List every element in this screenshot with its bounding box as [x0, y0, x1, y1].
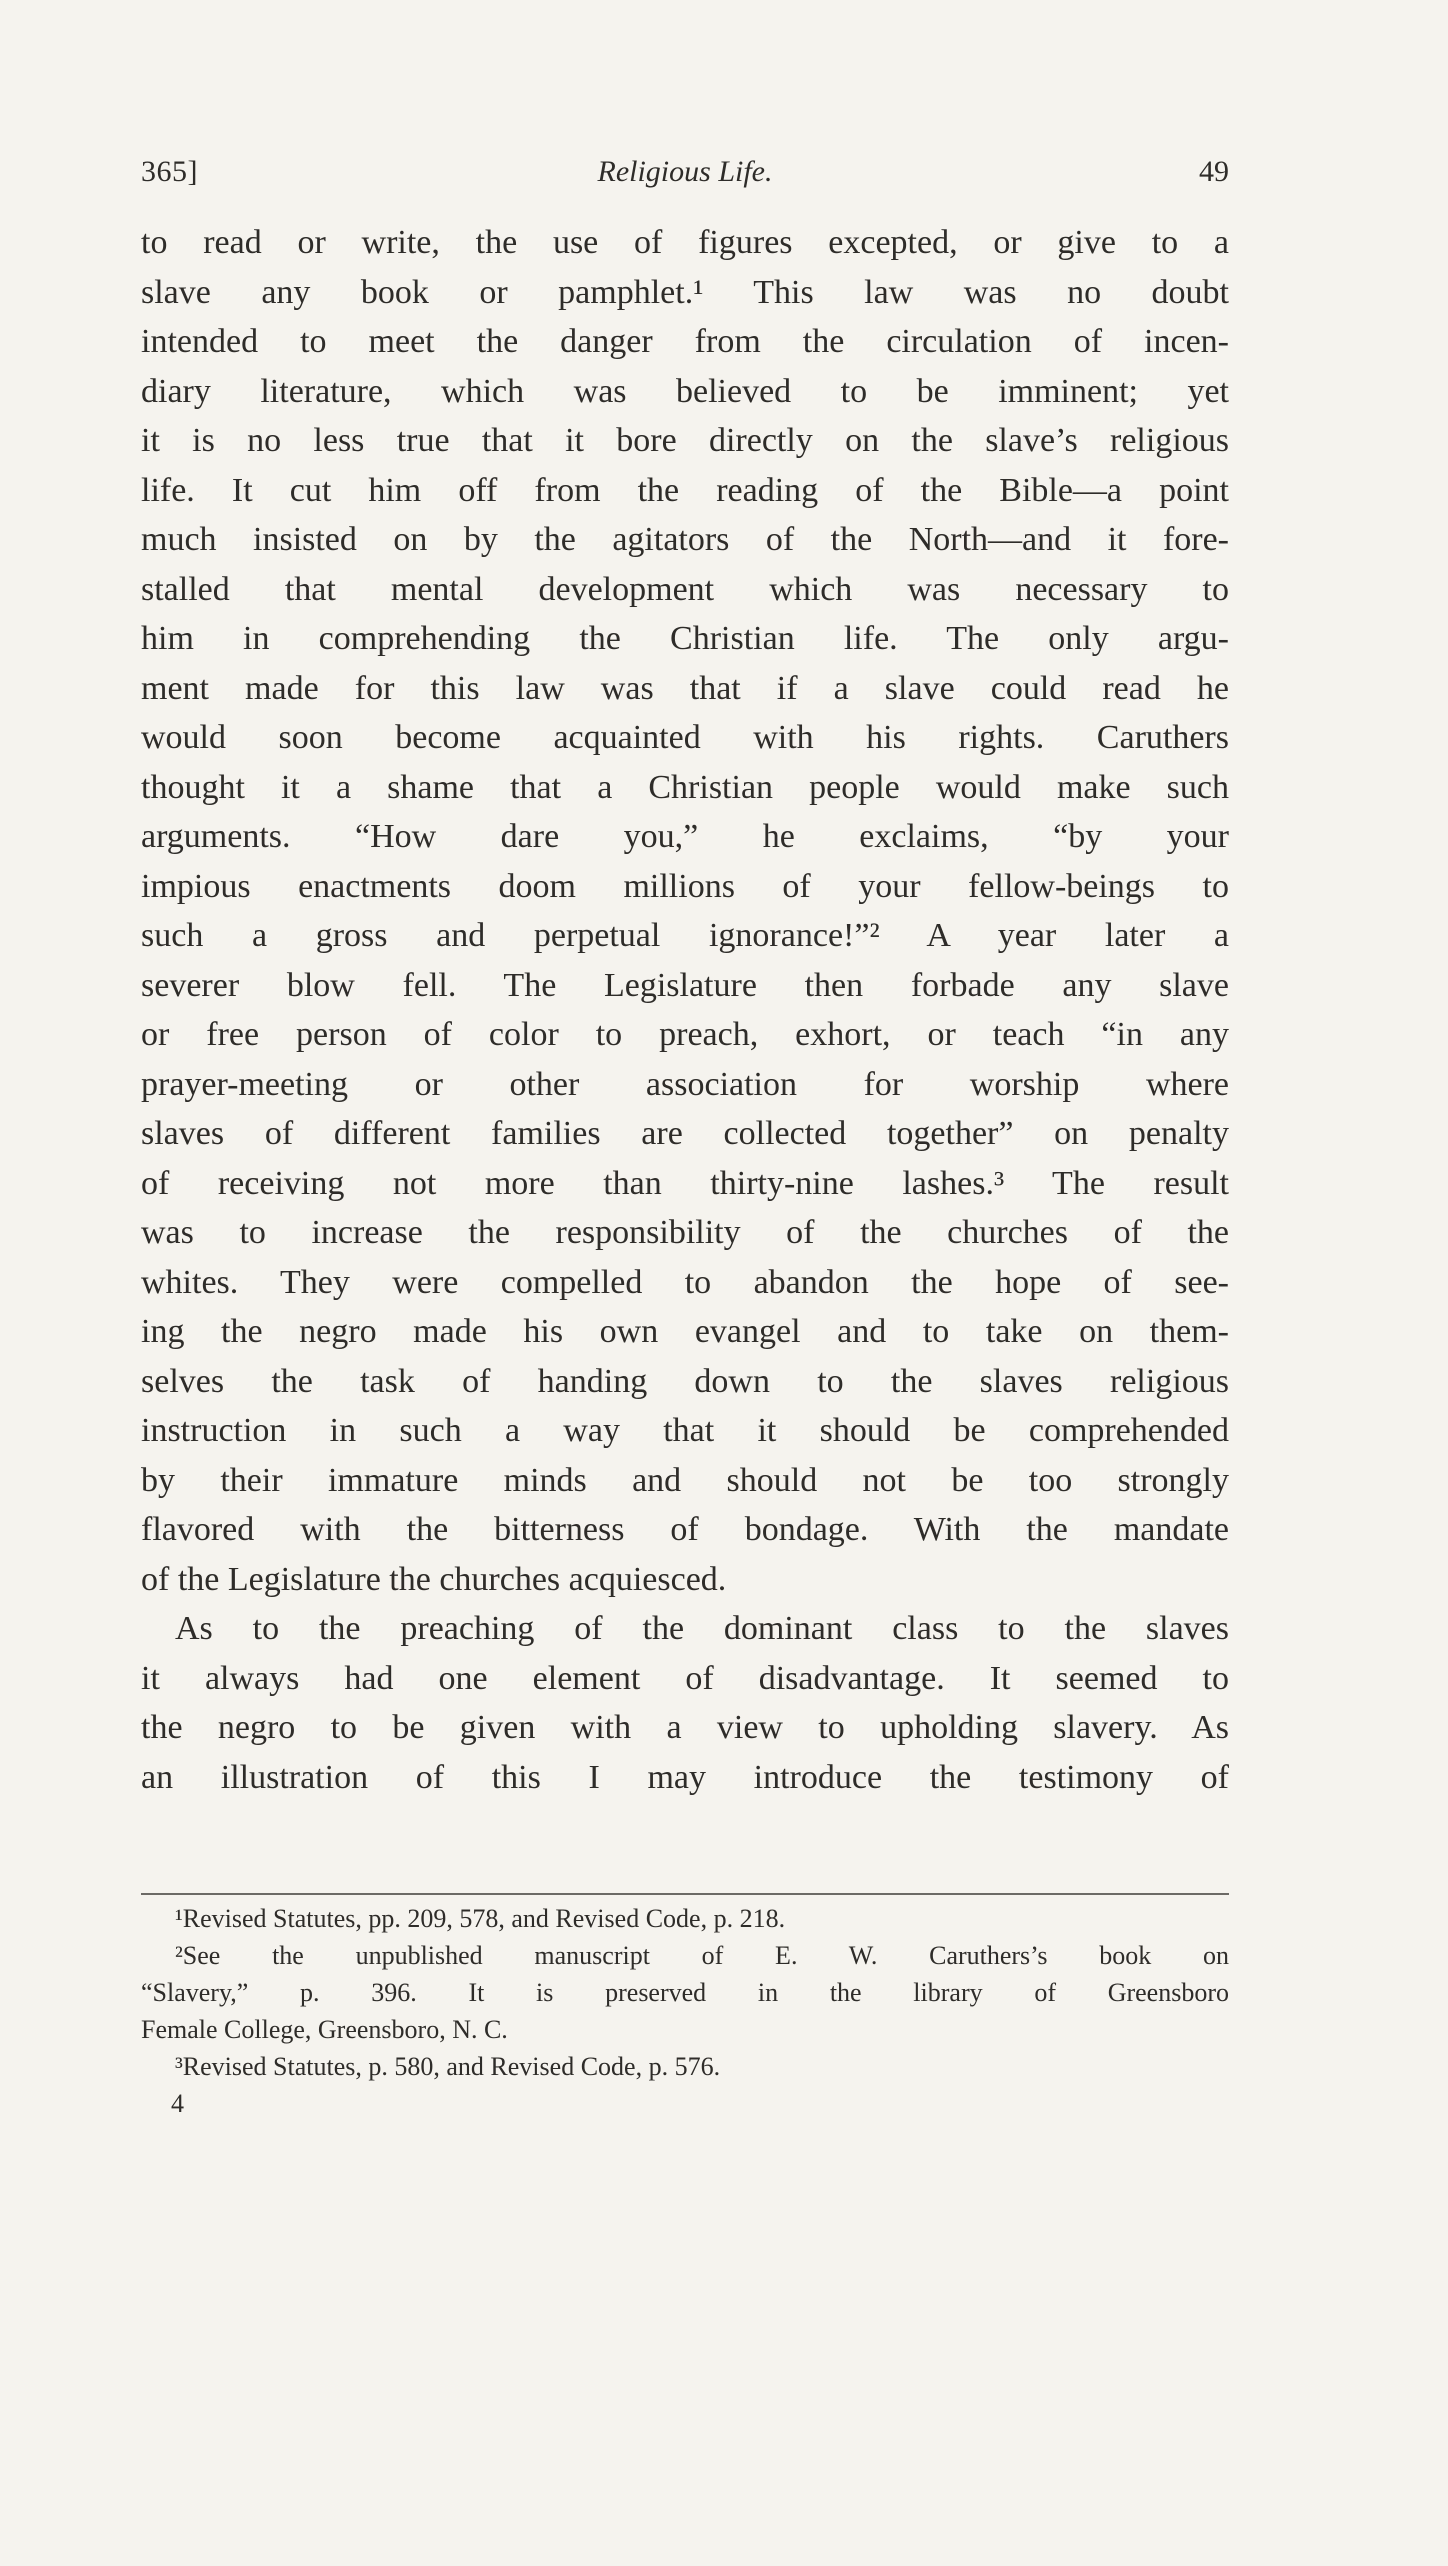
footnote-line: ¹Revised Statutes, pp. 209, 578, and Revised Code, p. 218. [175, 1904, 786, 1933]
footnotes [141, 1900, 1229, 2085]
body-line: or free person of color to preach, exhort, or teach “in any [141, 1016, 1229, 1053]
body-line: by their immature minds and should not be too strongly [141, 1461, 1229, 1499]
body-line: severer blow fell. The Legislature then forbade any slave [141, 966, 1229, 1004]
body-line: an illustration of this I may introduce the testimony of [141, 1758, 1229, 1796]
body-line: much insisted on by the agitators of the North—and it fore- [141, 521, 1229, 558]
body-line: instruction in such a way that it should be comprehended [141, 1412, 1229, 1449]
page-number: 49 [1199, 155, 1229, 188]
running-head [141, 150, 1229, 194]
body-line: ment made for this law was that if a slave could read he [141, 669, 1229, 707]
body-line: arguments. “How dare you,” he exclaims, “by your [141, 818, 1229, 855]
body-line: him in comprehending the Christian life. The only argu- [141, 620, 1229, 657]
body-line: slaves of different families are collected together” on penalty [141, 1115, 1229, 1152]
body-line: was to increase the responsibility of the churches of the [141, 1214, 1229, 1251]
body-line: flavored with the bitterness of bondage. With the mandate [141, 1511, 1229, 1548]
body-line: of receiving not more than thirty-nine lashes.³ The result [141, 1164, 1229, 1202]
footnote-line: ²See the unpublished manuscript of E. W. Caruthers’s book on [175, 1941, 1229, 1970]
body-line: it is no less true that it bore directly on the slave’s religious [141, 422, 1229, 459]
body-line: As to the preaching of the dominant class to the slaves [175, 1610, 1229, 1647]
body-line: thought it a shame that a Christian people would make such [141, 768, 1229, 806]
body-line: life. It cut him off from the reading of the Bible—a point [141, 471, 1229, 509]
body-text [141, 218, 1229, 1802]
footnote-line: “Slavery,” p. 396. It is preserved in the library of Greensboro [141, 1978, 1229, 2007]
body-line: of the Legislature the churches acquiesced. [141, 1560, 727, 1598]
body-line: diary literature, which was believed to be imminent; yet [141, 372, 1229, 410]
footnote-line: Female College, Greensboro, N. C. [141, 2015, 508, 2044]
running-title: Religious Life. [597, 155, 773, 188]
chapter-page-marker: 365] [141, 155, 198, 188]
body-line: would soon become acquainted with his rights. Caruthers [141, 719, 1229, 756]
body-line: it always had one element of disadvantage. It seemed to [141, 1659, 1229, 1697]
body-line: stalled that mental development which was necessary to [141, 570, 1229, 608]
body-line: the negro to be given with a view to upholding slavery. As [141, 1709, 1229, 1746]
body-line: selves the task of handing down to the slaves religious [141, 1362, 1229, 1400]
body-line: ing the negro made his own evangel and to take on them- [141, 1313, 1229, 1350]
footnote-divider [141, 1893, 1229, 1895]
body-line: slave any book or pamphlet.¹ This law was no doubt [141, 273, 1229, 311]
body-line: such a gross and perpetual ignorance!”² A year later a [141, 917, 1229, 954]
body-line: intended to meet the danger from the circulation of incen- [141, 323, 1229, 360]
footnote-line: ³Revised Statutes, p. 580, and Revised Code, p. 576. [175, 2052, 721, 2081]
signature-mark: 4 [171, 2089, 184, 2118]
body-line: prayer-meeting or other association for worship where [141, 1065, 1229, 1103]
body-line: whites. They were compelled to abandon the hope of see- [141, 1263, 1229, 1301]
body-line: to read or write, the use of figures excepted, or give to a [141, 224, 1229, 261]
body-line: impious enactments doom millions of your fellow-beings to [141, 867, 1229, 905]
